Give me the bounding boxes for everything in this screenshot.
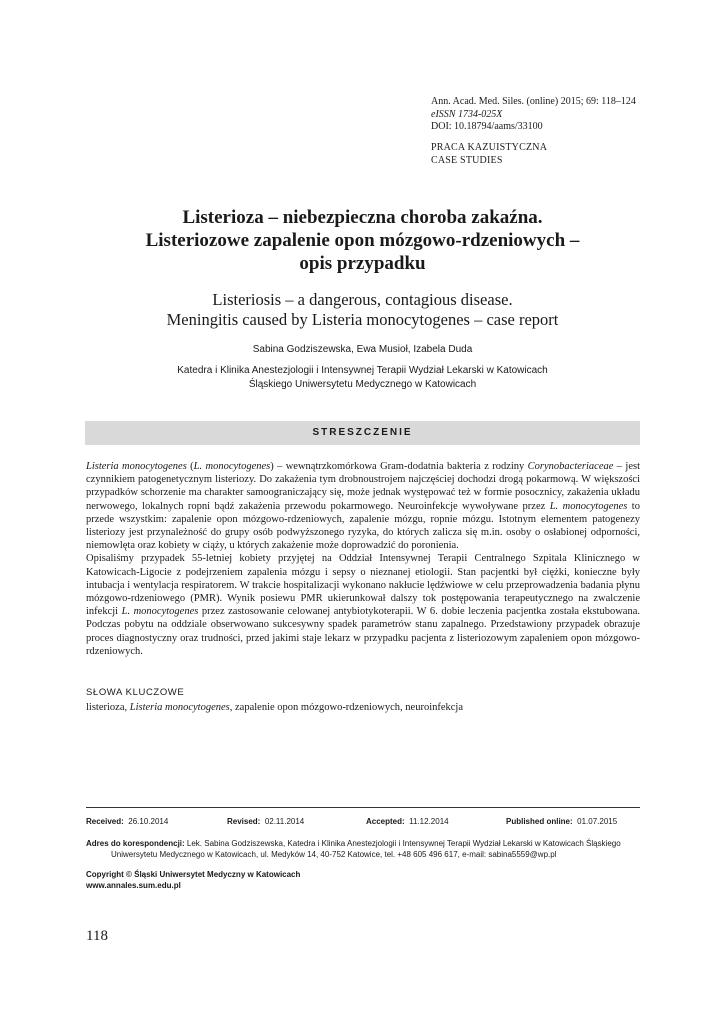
published-date: Published online: 01.07.2015 bbox=[506, 817, 618, 826]
title-en-line: Meningitis caused by Listeria monocytogenes – case report bbox=[166, 310, 559, 329]
abstract-paragraph: Listeria monocytogenes (L. monocytogenes) – wewnątrzkomórkowa Gram-dodatnia bakteria z rodziny Corynobacteriaceae – jest czynnikiem patogenetycznym listeriozy. Do zakażenia tym drobnoustrojem najczęściej dochodzi drogą pokarmową. W większości przypadków schorzenie ma charakter samoograniczający się, może jednak występować też w formie posocznicy, zakażenia układu nerwowego, lokalnych ropni bądź zakażenia przewodu pokarmowego. Neuroinfekcje wywoływane przez L. monocytogenes to przede wszystkim: zapalenie opon mózgowo-rdzeniowych, zapalenie mózgu, ropnie mózgu. Istotnym elementem patogenezy listeriozy jest przynależność do grupy osób podwyższonego ryzyka, do których zalicza się m.in. osoby o osłabionej odporności, niemowlęta oraz kobiety w ciąży, u których zakażenie może doprowadzić do poronienia. bbox=[86, 461, 640, 552]
title-pl-line: opis przypadku bbox=[299, 253, 426, 274]
eissn: eISSN 1734-025X bbox=[431, 108, 503, 120]
keywords-text: listerioza, Listeria monocytogenes, zapalenie opon mózgowo-rdzeniowych, neuroinfekcja bbox=[86, 702, 464, 713]
abstract-paragraph: Opisaliśmy przypadek 55-letniej kobiety przyjętej na Oddział Intensywnej Terapii Centralnego Szpitala Klinicznego w Katowicach-Ligocie z podejrzeniem zapalenia mózgu i sepsy o nieznanej etiologii. Stan pacjentki był ciężki, konieczne były intubacja i wentylacja respiratorem. W trakcie hospitalizacji wykonano nakłucie lędźwiowe w celu przeprowadzenia badania płynu mózgowo-rdzeniowego (PMR). Wynik posiewu PMR ukierunkował dalszy tok postępowania terapeutycznego na zwalczenie infekcji L. monocytogenes przez zastosowanie celowanej antybiotykoterapii. W 6. dobie leczenia pacjentka została ekstubowana. Podczas pobytu na oddziale obserwowano sukcesywny spadek parametrów stanu zapalnego. Przedstawiony przypadek obrazuje proces diagnostyczny oraz trudności, przed jakimi staje lekarz w przypadku pacjenta z listeriozowym zapaleniem opon mózgowo-rdzeniowych. bbox=[86, 553, 640, 657]
title-pl-line: Listeriozowe zapalenie opon mózgowo-rdzeniowych – bbox=[145, 230, 580, 251]
article-type-pl: PRACA KAZUISTYCZNA bbox=[431, 142, 548, 153]
abstract-heading: STRESZCZENIE bbox=[85, 421, 640, 445]
article-type-en: CASE STUDIES bbox=[431, 155, 503, 166]
title-pl-line: Listerioza – niebezpieczna choroba zakaźna. bbox=[182, 207, 543, 228]
received-date: Received: 26.10.2014 bbox=[86, 817, 169, 826]
article-type bbox=[431, 141, 547, 167]
affiliation bbox=[60, 364, 665, 392]
affiliation-line: Śląskiego Uniwersytetu Medycznego w Katowicach bbox=[248, 379, 477, 390]
journal-citation: Ann. Acad. Med. Siles. (online) 2015; 69: 118–124 bbox=[431, 96, 636, 107]
website-link[interactable]: www.annales.sum.edu.pl bbox=[86, 881, 181, 890]
correspondence-line: Uniwersytetu Medycznego w Katowicach, ul. Medyków 14, 40-752 Katowice, tel. +48 605 496 617, e-mail: sabina5559@wp.pl bbox=[111, 850, 557, 859]
title-en-line: Listeriosis – a dangerous, contagious disease. bbox=[212, 290, 513, 309]
correspondence bbox=[86, 838, 640, 860]
page-number: 118 bbox=[86, 928, 108, 944]
authors: Sabina Godziszewska, Ewa Musioł, Izabela Duda bbox=[252, 344, 473, 355]
title-english bbox=[60, 290, 665, 330]
affiliation-line: Katedra i Klinika Anestezjologii i Intensywnej Terapii Wydział Lekarski w Katowicach bbox=[177, 365, 548, 376]
keywords-label: SŁOWA KLUCZOWE bbox=[86, 687, 185, 698]
copyright-line: Copyright © Śląski Uniwersytet Medyczny w Katowicach bbox=[86, 870, 301, 879]
correspondence-line: Adres do korespondencji: Lek. Sabina Godziszewska, Katedra i Klinika Anestezjologii i Intensywnej Terapii Wydział Lekarski w Katowicach Śląskiego bbox=[86, 839, 621, 848]
copyright bbox=[86, 869, 300, 891]
accepted-date: Accepted: 11.12.2014 bbox=[366, 817, 449, 826]
footer-divider bbox=[86, 807, 640, 808]
title-polish bbox=[60, 206, 665, 275]
doi: DOI: 10.18794/aams/33100 bbox=[431, 121, 543, 132]
abstract-body bbox=[86, 460, 640, 658]
revised-date: Revised: 02.11.2014 bbox=[227, 817, 305, 826]
journal-meta bbox=[431, 96, 636, 134]
